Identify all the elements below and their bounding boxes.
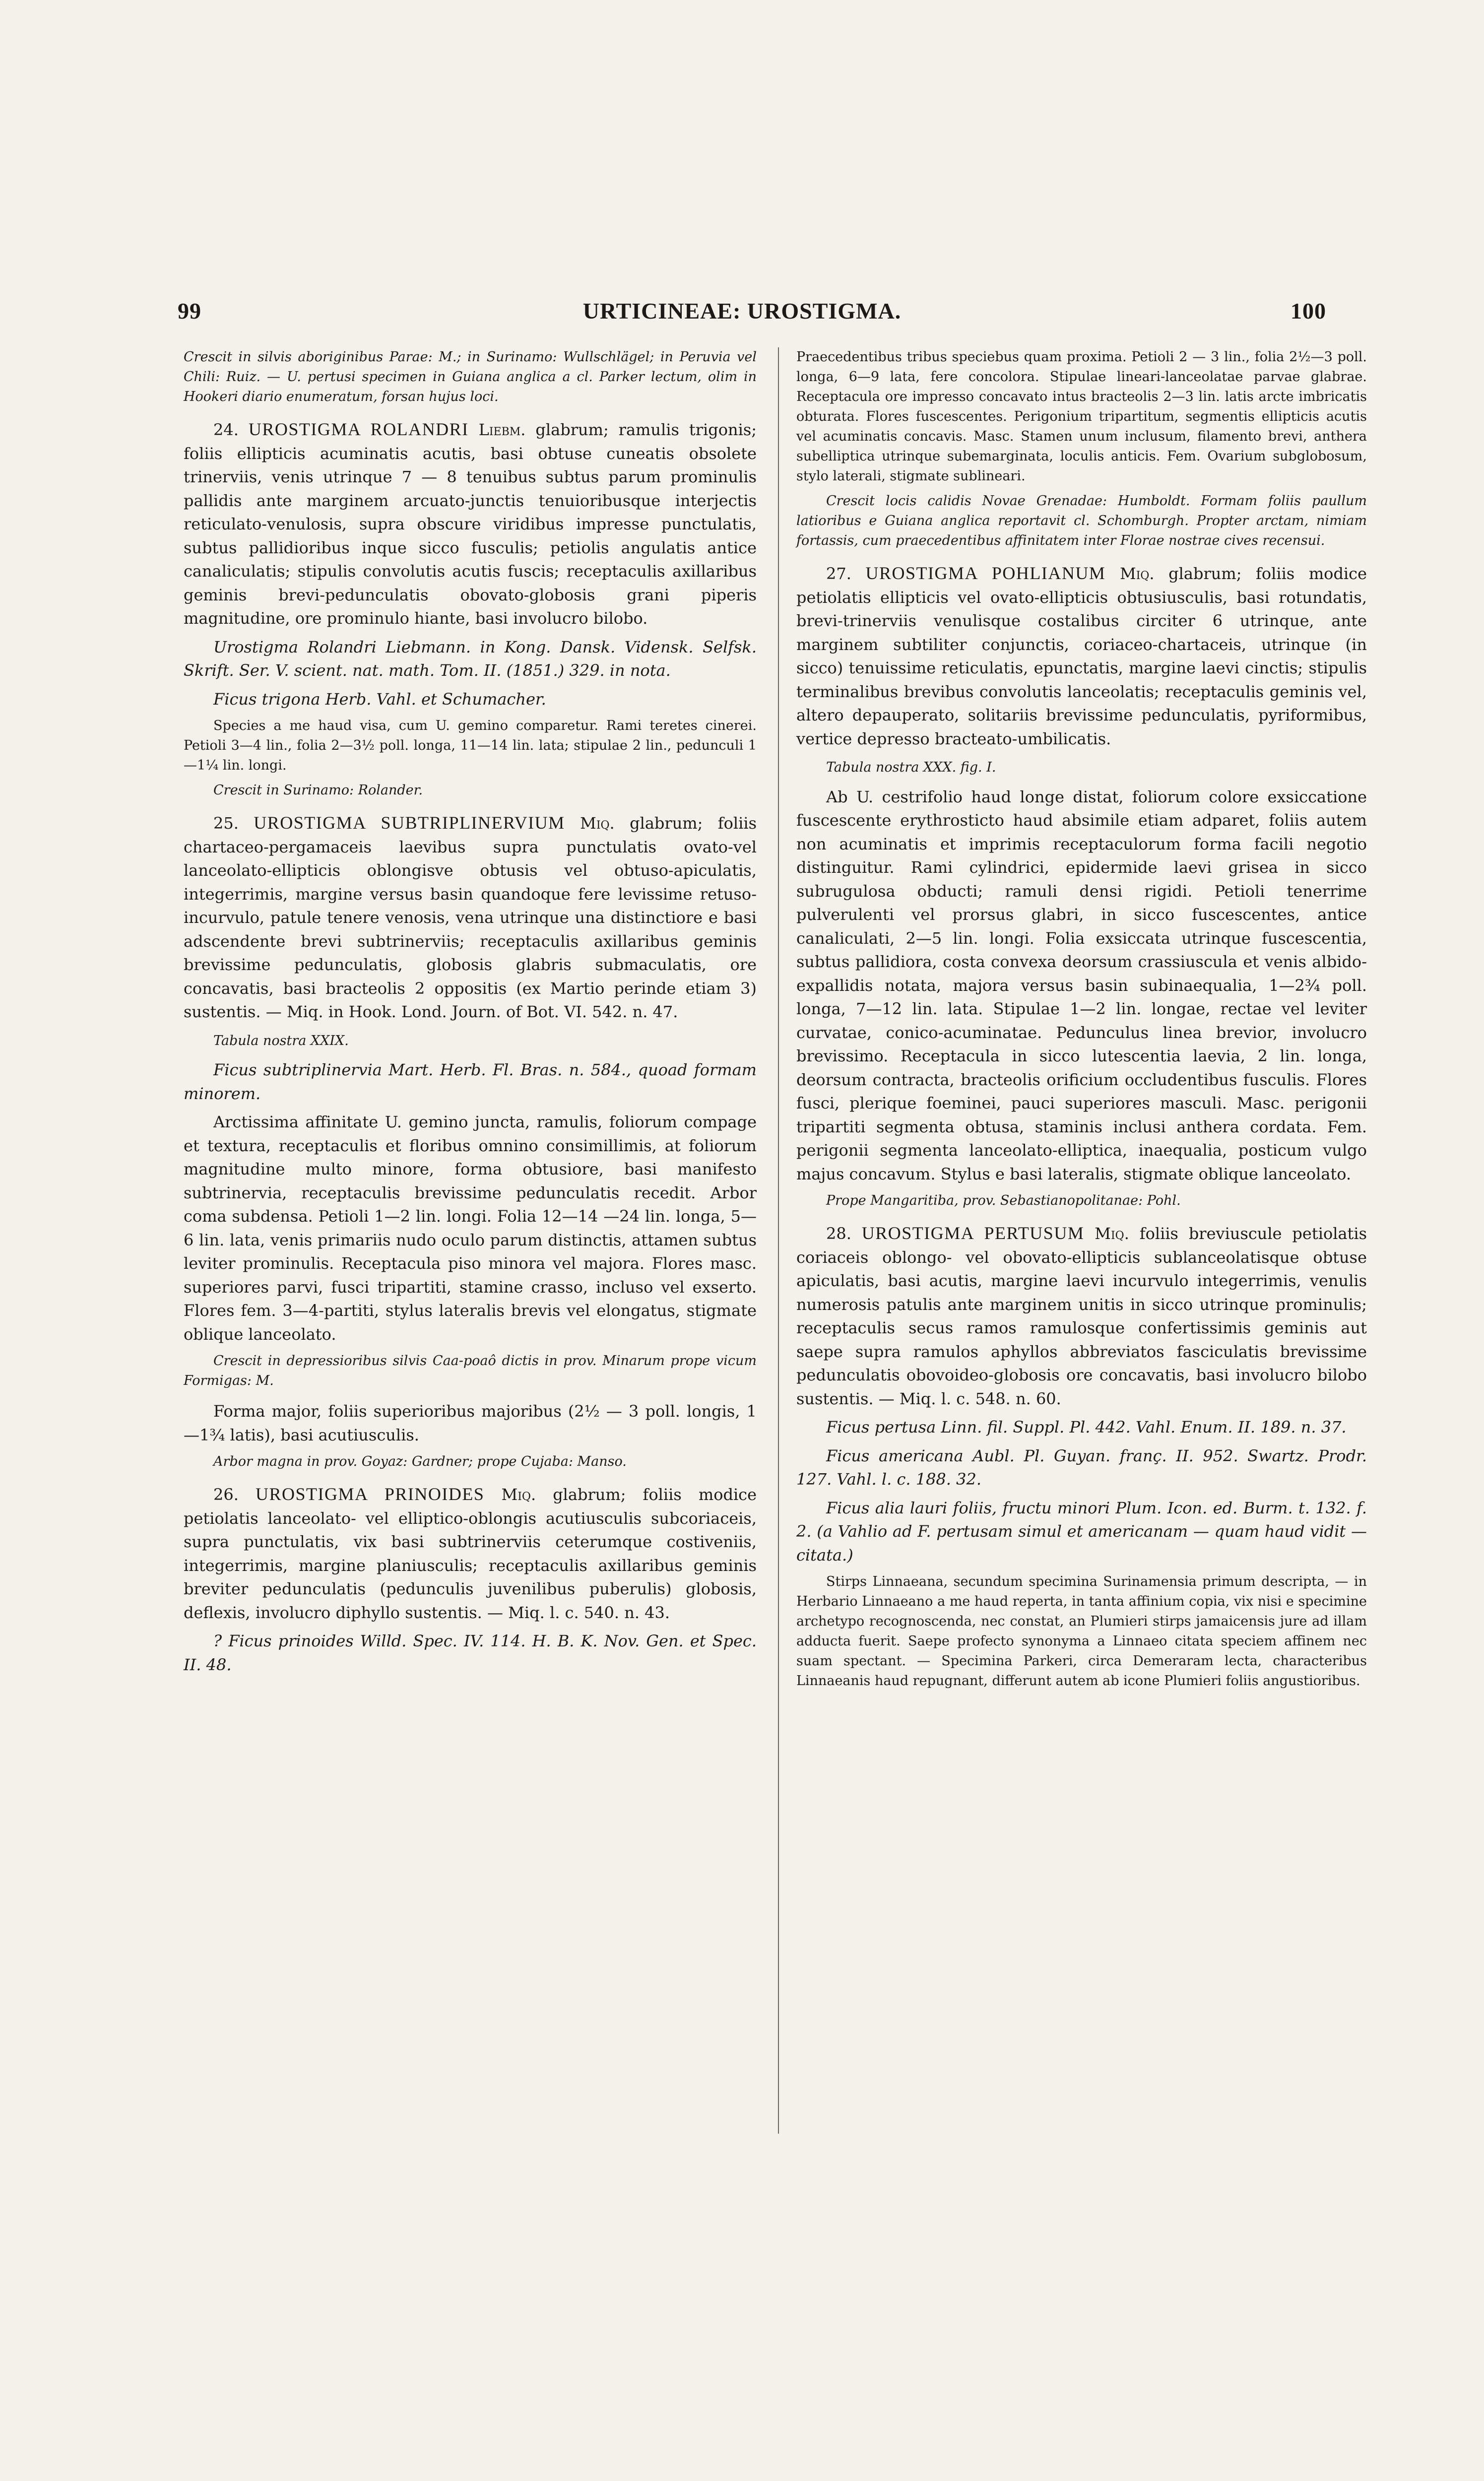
species-27 <box>796 562 1367 751</box>
species-name: UROSTIGMA SUBTRIPLINERVIUM <box>254 813 565 833</box>
running-title: URTICINEAE: UROSTIGMA. <box>582 298 902 324</box>
locality: Crescit in Surinamo: Rolander. <box>213 783 423 798</box>
synonym: Ficus trigona Herb. Vahl. et Schumacher. <box>213 689 546 709</box>
locality: Arbor magna in prov. Goyaz: Gardner; prope Cujaba: Manso. <box>213 1454 627 1469</box>
synonym: Urostigma Rolandri Liebmann. in Kong. Dansk. Vidensk. Selfsk. Skrift. Ser. V. scient. nat. math. Tom. II. (1851.) 329. in nota. <box>184 637 757 680</box>
species-name: UROSTIGMA POHLIANUM <box>865 563 1106 583</box>
species-name: UROSTIGMA ROLANDRI <box>248 419 469 439</box>
discussion: Arctissima affinitate U. gemino juncta, ramulis, foliorum compage et textura, receptaculis et floribus omnino consimillimis, at foliorum magnitudine multo minore, forma obtusiore, basi manifesto subtrinervia, receptaculis brevissime pedunculatis recedit. Arbor coma subdensa. Petioli 1—2 lin. longi. Folia 12—14 —24 lin. longa, 5—6 lin. lata, venis primariis nudo oculo parum distinctis, attamen subtus leviter prominulis. Receptacula piso minora vel majora. Flores masc. superiores parvi, fusci tripartiti, stamine crasso, incluso vel exserto. Flores fem. 3—4-partiti, stylus lateralis brevis vel elongatus, stigmate oblique lanceolato. <box>184 1112 757 1344</box>
author: Miq. <box>1119 564 1155 583</box>
species-description: glabrum; foliis chartaceo-pergamaceis laevibus supra punctulatis ovato-vel lanceolato-ellipticis oblongisve obtusis vel obtuso-apiculatis, integerrimis, margine versus basin quandoque fere levissime retuso-incurvulo, patule tenere venosis, vena utrinque una distinctiore e basi adscendente brevi subtrinerviis; receptaculis axillaribus geminis brevissime pedunculatis, globosis glabris submaculatis, ore concavatis, basi bracteolis 2 oppositis (ex Martio perinde etiam 3) sustentis. — Miq. in Hook. Lond. Journ. of Bot. VI. 542. n. 47. <box>184 814 757 1021</box>
note: Stirps Linnaeana, secundum specimina Surinamensia primum descripta, — in Herbario Linnaeano a me haud reperta, in tanta affinium copia, vix nisi e specimine archetypo recognoscenda, nec constat, an Plumieri stirps jamaicensis jure ad illam adducta fuerit. Saepe profecto synonyma a Linnaeo citata speciem affinem nec suam spectant. — Specimina Parkeri, circa Demeraram lecta, characteribus Linnaeanis haud repugnant, differunt autem ab icone Plumieri foliis angustioribus. <box>796 1574 1367 1689</box>
discussion: Ab U. cestrifolio haud longe distat, foliorum colore exsiccatione fuscescente erythrosticto haud absimile etiam adparet, foliis autem non acuminatis et imprimis receptaculorum forma facili negotio distinguitur. Rami cylindrici, epidermide laevi grisea in sicco subrugulosa obducti; ramuli densi rigidi. Petioli tenerrime pulverulenti vel prorsus glabri, in sicco fuscescentes, antice canaliculati, 2—5 lin. longi. Folia exsiccata utrinque fuscescentia, subtus pallidiora, costa convexa deorsum crassiuscula et venis albido-expallidis notata, majora versus basin subinaequalia, 1—2¾ poll. longa, 7—12 lin. lata. Stipulae 1—2 lin. longae, rectae vel leviter curvatae, conico-acuminatae. Pedunculus linea brevior, involucro brevissimo. Receptacula in sicco lutescentia laevia, 2 lin. longa, deorsum contracta, bracteolis orificium occludentibus fusculis. Flores fusci, plerique foeminei, pauci superiores masculi. Masc. perigonii tripartiti segmenta obtusa, staminis inclusi anthera cordata. Fem. perigonii segmenta lanceolato-elliptica, inaequalia, posticum vulgo majus concavum. Stylus e basi lateralis, stigmate oblique lanceolato. <box>796 787 1367 1183</box>
species-25 <box>184 811 757 1024</box>
synonym: ? Ficus prinoides Willd. Spec. IV. 114. H. B. K. Nov. Gen. et Spec. II. 48. <box>184 1632 757 1674</box>
page-number-left: 99 <box>178 298 201 324</box>
species-number: 25. <box>213 814 239 833</box>
species-name: UROSTIGMA PRINOIDES <box>255 1484 485 1504</box>
synonym: Ficus subtriplinervia Mart. Herb. Fl. Bras. n. 584., quoad formam minorem. <box>184 1060 757 1103</box>
species-description: glabrum; foliis modice petiolatis lanceolato- vel elliptico-oblongis acutiusculis subcoriaceis, supra punctulatis, vix basi subtrinerviis ceterumque costiveniis, integerrimis, margine planiusculis; receptaculis axillaribus geminis breviter pedunculatis (pedunculis juvenilibus puberulis) globosis, deflexis, involucro diphyllo sustentis. — Miq. l. c. 540. n. 43. <box>184 1485 757 1622</box>
species-24 <box>184 418 757 631</box>
author: Miq. <box>1095 1224 1129 1243</box>
species-name: UROSTIGMA PERTUSUM <box>861 1223 1085 1243</box>
synonym: Ficus americana Aubl. Pl. Guyan. franç. II. 952. Swartz. Prodr. 127. Vahl. l. c. 188. 32. <box>796 1446 1367 1489</box>
plate-reference: Tabula nostra XXX. fig. I. <box>826 760 996 775</box>
synonym: Ficus pertusa Linn. fil. Suppl. Pl. 442. Vahl. Enum. II. 189. n. 37. <box>826 1418 1347 1436</box>
author: Liebm. <box>478 420 526 439</box>
species-number: 26. <box>213 1485 239 1504</box>
species-26 <box>184 1483 757 1625</box>
left-column <box>184 347 757 1682</box>
locality: Prope Mangaritiba, prov. Sebastianopolitanae: Pohl. <box>826 1193 1181 1208</box>
species-description: glabrum; ramulis trigonis; foliis ellipticis acuminatis acutis, basi obtuse cuneatis obsolete trinerviis, venis utrinque 7 — 8 tenuibus subtus parum prominulis pallidis ante marginem arcuato-junctis tenuioribusque interjectis reticulato-venulosis, supra obscure viridibus impresse punctulatis, subtus pallidioribus inque sicco fusculis; petiolis angulatis antice canaliculatis; stipulis convolutis acutis fuscis; receptaculis axillaribus geminis brevi-pedunculatis obovato-globosis grani piperis magnitudine, ore prominulo hiante, basi involucro bilobo. <box>184 420 757 628</box>
species-number: 28. <box>826 1224 851 1243</box>
page-number-right: 100 <box>1290 298 1326 324</box>
note: Praecedentibus tribus speciebus quam proxima. Petioli 2 — 3 lin., folia 2½—3 poll. longa, 6—9 lata, fere concolora. Stipulae lineari-lanceolatae parvae glabrae. Receptacula ore impresso concavato intus bracteolis 2—3 lin. latis arcte imbricatis obturata. Flores fuscescentes. Perigonium tripartitum, segmentis ellipticis acutis vel acuminatis concavis. Masc. Stamen unum inclusum, filamento brevi, anthera subelliptica utrinque subemarginata, loculis anticis. Fem. Ovarium subglobosum, stylo laterali, stigmate sublineari. <box>796 349 1367 484</box>
author: Miq. <box>501 1485 536 1504</box>
locality: Crescit in depressioribus silvis Caa-poaô dictis in prov. Minarum prope vicum Formigas: M. <box>184 1353 757 1388</box>
locality: Crescit locis calidis Novae Grenadae: Humboldt. Formam foliis paullum latioribus e Guiana anglica reportavit cl. Schomburgh. Propter arctam, nimiam fortassis, cum praecedentibus affinitatem inter Florae nostrae cives recensui. <box>796 493 1367 548</box>
note: Species a me haud visa, cum U. gemino comparetur. Rami teretes cinerei. Petioli 3—4 lin., folia 2—3½ poll. longa, 11—14 lin. lata; stipulae 2 lin., pedunculi 1—1¼ lin. longi. <box>184 718 757 773</box>
plate-reference: Tabula nostra XXIX. <box>213 1033 349 1048</box>
species-description: foliis breviuscule petiolatis coriaceis oblongo- vel obovato-ellipticis sublanceolatisque obtuse apiculatis, basi acutis, margine laevi incurvulo integerrimis, venulis numerosis patulis ante marginem unitis in sicco utrinque prominulis; receptaculis secus ramos ramulosque confertissimis geminis aut saepe supra ramulos aphyllos abbreviatos fasciculatis brevissime pedunculatis obovoideo-globosis ore concavatis, basi involucro bilobo sustentis. — Miq. l. c. 548. n. 60. <box>796 1224 1367 1408</box>
synonym: Ficus alia lauri foliis, fructu minori Plum. Icon. ed. Burm. t. 132. f. 2. (a Vahlio ad F. pertusam simul et americanam — quam haud vidit — citata.) <box>796 1498 1367 1565</box>
species-number: 27. <box>826 564 851 583</box>
right-column <box>796 347 1367 1696</box>
column-divider <box>778 347 779 2134</box>
forma-major: Forma major, foliis superioribus majoribus (2½ — 3 poll. longis, 1—1¾ latis), basi acutiusculis. <box>184 1402 757 1444</box>
author: Miq. <box>580 814 615 833</box>
species-description: glabrum; foliis modice petiolatis ellipticis vel ovato-ellipticis obtusiusculis, basi rotundatis, brevi-trinerviis venulisque costalibus circiter 6 utrinque, ante marginem subtiliter conjunctis, coriaceo-chartaceis, utrinque (in sicco) tenuissime reticulatis, epunctatis, margine laevi cinctis; stipulis terminalibus brevibus convolutis lanceolatis; receptaculis geminis vel, altero depauperato, solitariis brevissime pedunculatis, pyriformibus, vertice depresso bracteato-umbilicatis. <box>796 564 1367 748</box>
species-28 <box>796 1222 1367 1411</box>
species-number: 24. <box>213 420 239 439</box>
locality-note: Crescit in silvis aboriginibus Parae: M.; in Surinamo: Wullschlägel; in Peruvia vel Chili: Ruiz. — U. pertusi specimen in Guiana anglica a cl. Parker lectum, olim in Hookeri diario enumeratum, forsan hujus loci. <box>184 349 757 404</box>
